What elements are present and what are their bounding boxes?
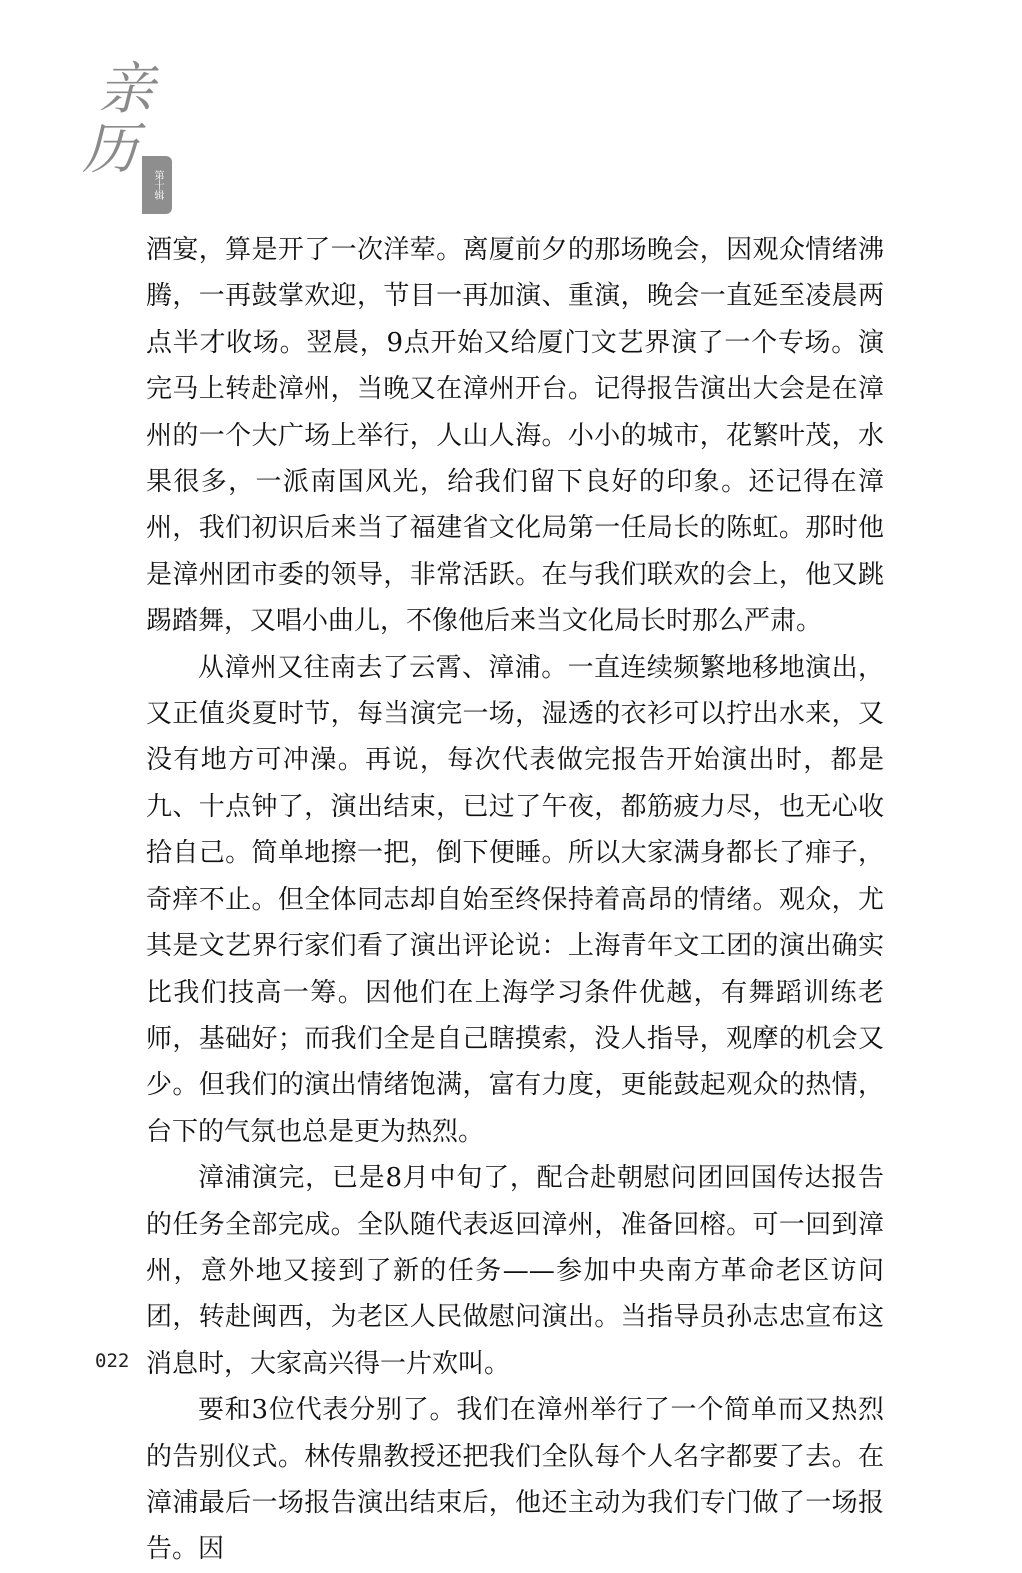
volume-tag: 第十辑: [142, 156, 172, 214]
paragraph-2: 从漳州又往南去了云霄、漳浦。一直连续频繁地移地演出，又正值炎夏时节，每当演完一场，湿透的衣衫可以拧出水来，又没有地方可冲澡。再说，每次代表做完报告开始演出时，都是九、十点钟了，演出结束，已过了午夜，都筋疲力尽，也无心收拾自己。简单地擦一把，倒下便睡。所以大家满身都长了痱子，奇痒不止。但全体同志却自始至终保持着高昂的情绪。观众，尤其是文艺界行家们看了演出评论说：上海青年文工团的演出确实比我们技高一筹。因他们在上海学习条件优越，有舞蹈训练老师，基础好；而我们全是自己瞎摸索，没人指导，观摩的机会又少。但我们的演出情绪饱满，富有力度，更能鼓起观众的热情，台下的气氛也总是更为热烈。: [146, 652, 884, 1147]
book-logo: [80, 57, 172, 200]
body-text: [146, 227, 884, 1573]
paragraph-4: 要和3位代表分别了。我们在漳州举行了一个简单而又热烈的告别仪式。林传鼎教授还把我们全队每个人名字都要了去。在漳浦最后一场报告演出结束后，他还主动为我们专门做了一场报告。因: [146, 1395, 884, 1565]
logo-char-li: 历: [82, 117, 138, 182]
paragraph-1: 酒宴，算是开了一次洋荤。离厦前夕的那场晚会，因观众情绪沸腾，一再鼓掌欢迎，节目一再加演、重演，晚会一直延至凌晨两点半才收场。翌晨，9点开始又给厦门文艺界演了一个专场。演完马上转赴漳州，当晚又在漳州开台。记得报告演出大会是在漳州的一个大广场上举行，人山人海。小小的城市，花繁叶茂，水果很多，一派南国风光，给我们留下良好的印象。还记得在漳州，我们初识后来当了福建省文化局第一任局长的陈虹。那时他是漳州团市委的领导，非常活跃。在与我们联欢的会上，他又跳踢踏舞，又唱小曲儿，不像他后来当文化局长时那么严肃。: [146, 235, 884, 637]
page-number: 022: [95, 1350, 130, 1372]
paragraph-3: 漳浦演完，已是8月中旬了，配合赴朝慰问团回国传达报告的任务全部完成。全队随代表返回漳州，准备回榕。可一回到漳州，意外地又接到了新的任务——参加中央南方革命老区访问团，转赴闽西，为老区人民做慰问演出。当指导员孙志忠宣布这消息时，大家高兴得一片欢叫。: [146, 1163, 884, 1379]
logo-char-qin: 亲: [98, 57, 154, 122]
